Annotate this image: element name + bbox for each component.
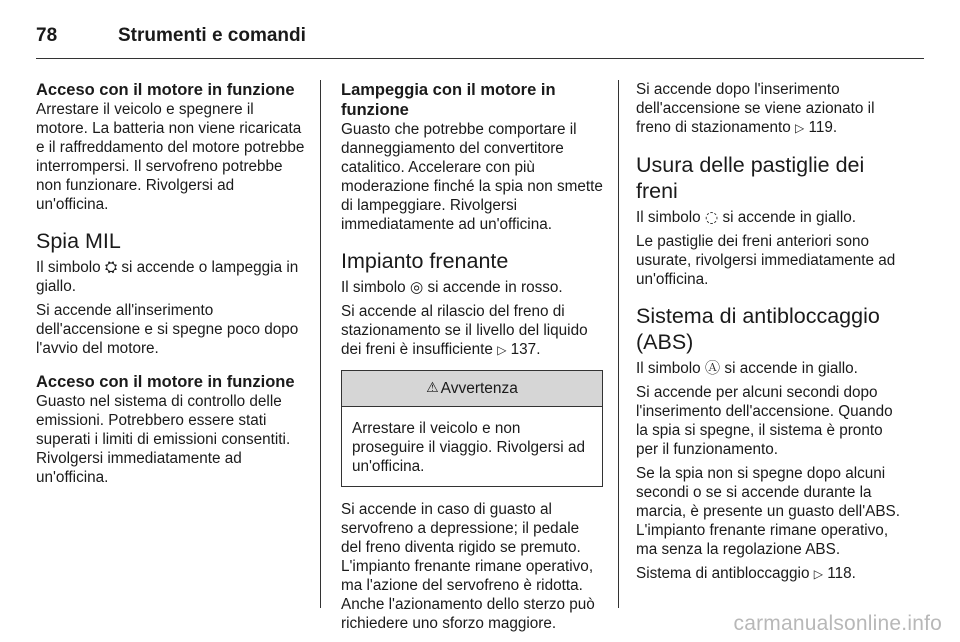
page-ref-icon: ▷: [813, 567, 823, 581]
paragraph: Si accende dopo l'inserimento dell'accensione se viene azionato il freno di stazionamento ▷ 119.: [636, 81, 875, 136]
column-2: [341, 80, 603, 632]
page-ref-icon: ▷: [795, 121, 805, 135]
section-heading: Acceso con il motore in funzione: [36, 81, 295, 99]
warning-text: Arrestare il veicolo e non proseguire il viaggio. Rivolgersi ad un'officina.: [352, 420, 585, 475]
paragraph: Si accende al rilascio del freno di stazionamento se il livello del liquido dei freni è insufficiente ▷ 137.: [341, 303, 588, 358]
paragraph: Guasto che potrebbe comportare il danneggiamento del convertitore catalitico. Accelerare con più moderazione finché la spia non smette di lampeggiare. Rivolgersi immediatamente ad un'officina.: [341, 121, 603, 233]
column-divider: [320, 80, 321, 608]
warning-box: [341, 370, 603, 487]
brake-warning-icon: ◎: [409, 278, 424, 296]
warning-icon: ⚠: [426, 380, 439, 396]
section-title: Spia MIL: [36, 229, 121, 253]
page-ref-icon: ▷: [497, 343, 507, 357]
abs-icon: Ⓐ: [704, 359, 721, 377]
watermark: carmanualsonline.info: [733, 612, 942, 635]
section-heading: Acceso con il motore in funzione: [36, 373, 295, 391]
page-ref-link[interactable]: 137: [510, 341, 537, 358]
warning-header: [342, 371, 602, 407]
paragraph: Si accende all'inserimento dell'accensione e si spegne poco dopo l'avvio del motore.: [36, 302, 299, 357]
paragraph: Il simbolo Ⓐ si accende in giallo.: [636, 359, 858, 377]
section-title: Usura delle pastiglie dei freni: [636, 153, 865, 203]
page-header: [36, 14, 924, 59]
chapter-title: Strumenti e comandi: [118, 25, 306, 46]
page-ref-link[interactable]: 119: [808, 119, 833, 136]
paragraph: Il simbolo ⛭ si accende o lampeggia in giallo.: [36, 258, 299, 295]
paragraph: Sistema di antibloccaggio ▷ 118.: [636, 565, 856, 582]
paragraph: Se la spia non si spegne dopo alcuni secondi o se si accende durante la marcia, è presente un guasto dell'ABS. L'impianto frenante rimane operativo, ma senza la regolazione ABS.: [636, 465, 900, 558]
paragraph: Le pastiglie dei freni anteriori sono usurate, rivolgersi immediatamente ad un'officina.: [636, 233, 896, 288]
column-3: [636, 80, 908, 608]
paragraph: Si accende in caso di guasto al servofreno a depressione; il pedale del freno diventa rigido se premuto. L'impianto frenante rimane operativo, ma l'azione del servofreno è ridotta. Anche l'azionamento dello sterzo può richiedere uno sforzo maggiore.: [341, 501, 595, 632]
brake-pad-wear-icon: ◌: [704, 208, 719, 226]
section-title: Impianto frenante: [341, 249, 509, 273]
section-heading: Lampeggia con il motore in funzione: [341, 81, 556, 119]
paragraph: Si accende per alcuni secondi dopo l'inserimento dell'accensione. Quando la spia si spegne, il sistema è pronto per il funzionamento.: [636, 384, 893, 458]
section-title: Sistema di antibloccaggio (ABS): [636, 304, 880, 354]
column-divider: [618, 80, 619, 608]
paragraph: Il simbolo ◌ si accende in giallo.: [636, 208, 856, 226]
paragraph: Guasto nel sistema di controllo delle emissioni. Potrebbero essere stati superati i limiti di emissioni consentiti. Rivolgersi immediatamente ad un'officina.: [36, 393, 291, 486]
paragraph: Il simbolo ◎ si accende in rosso.: [341, 278, 563, 296]
engine-check-icon: ⛭: [104, 258, 118, 276]
page-ref-link[interactable]: 118: [827, 565, 852, 582]
column-1: [36, 80, 308, 608]
page-number: 78: [36, 25, 58, 46]
warning-title: Avvertenza: [440, 380, 518, 397]
paragraph: Arrestare il veicolo e spegnere il motore. La batteria non viene ricaricata e il raffreddamento del motore potrebbe interrompersi. Il servofreno potrebbe non funzionare. Rivolgersi ad un'officina.: [36, 101, 305, 213]
